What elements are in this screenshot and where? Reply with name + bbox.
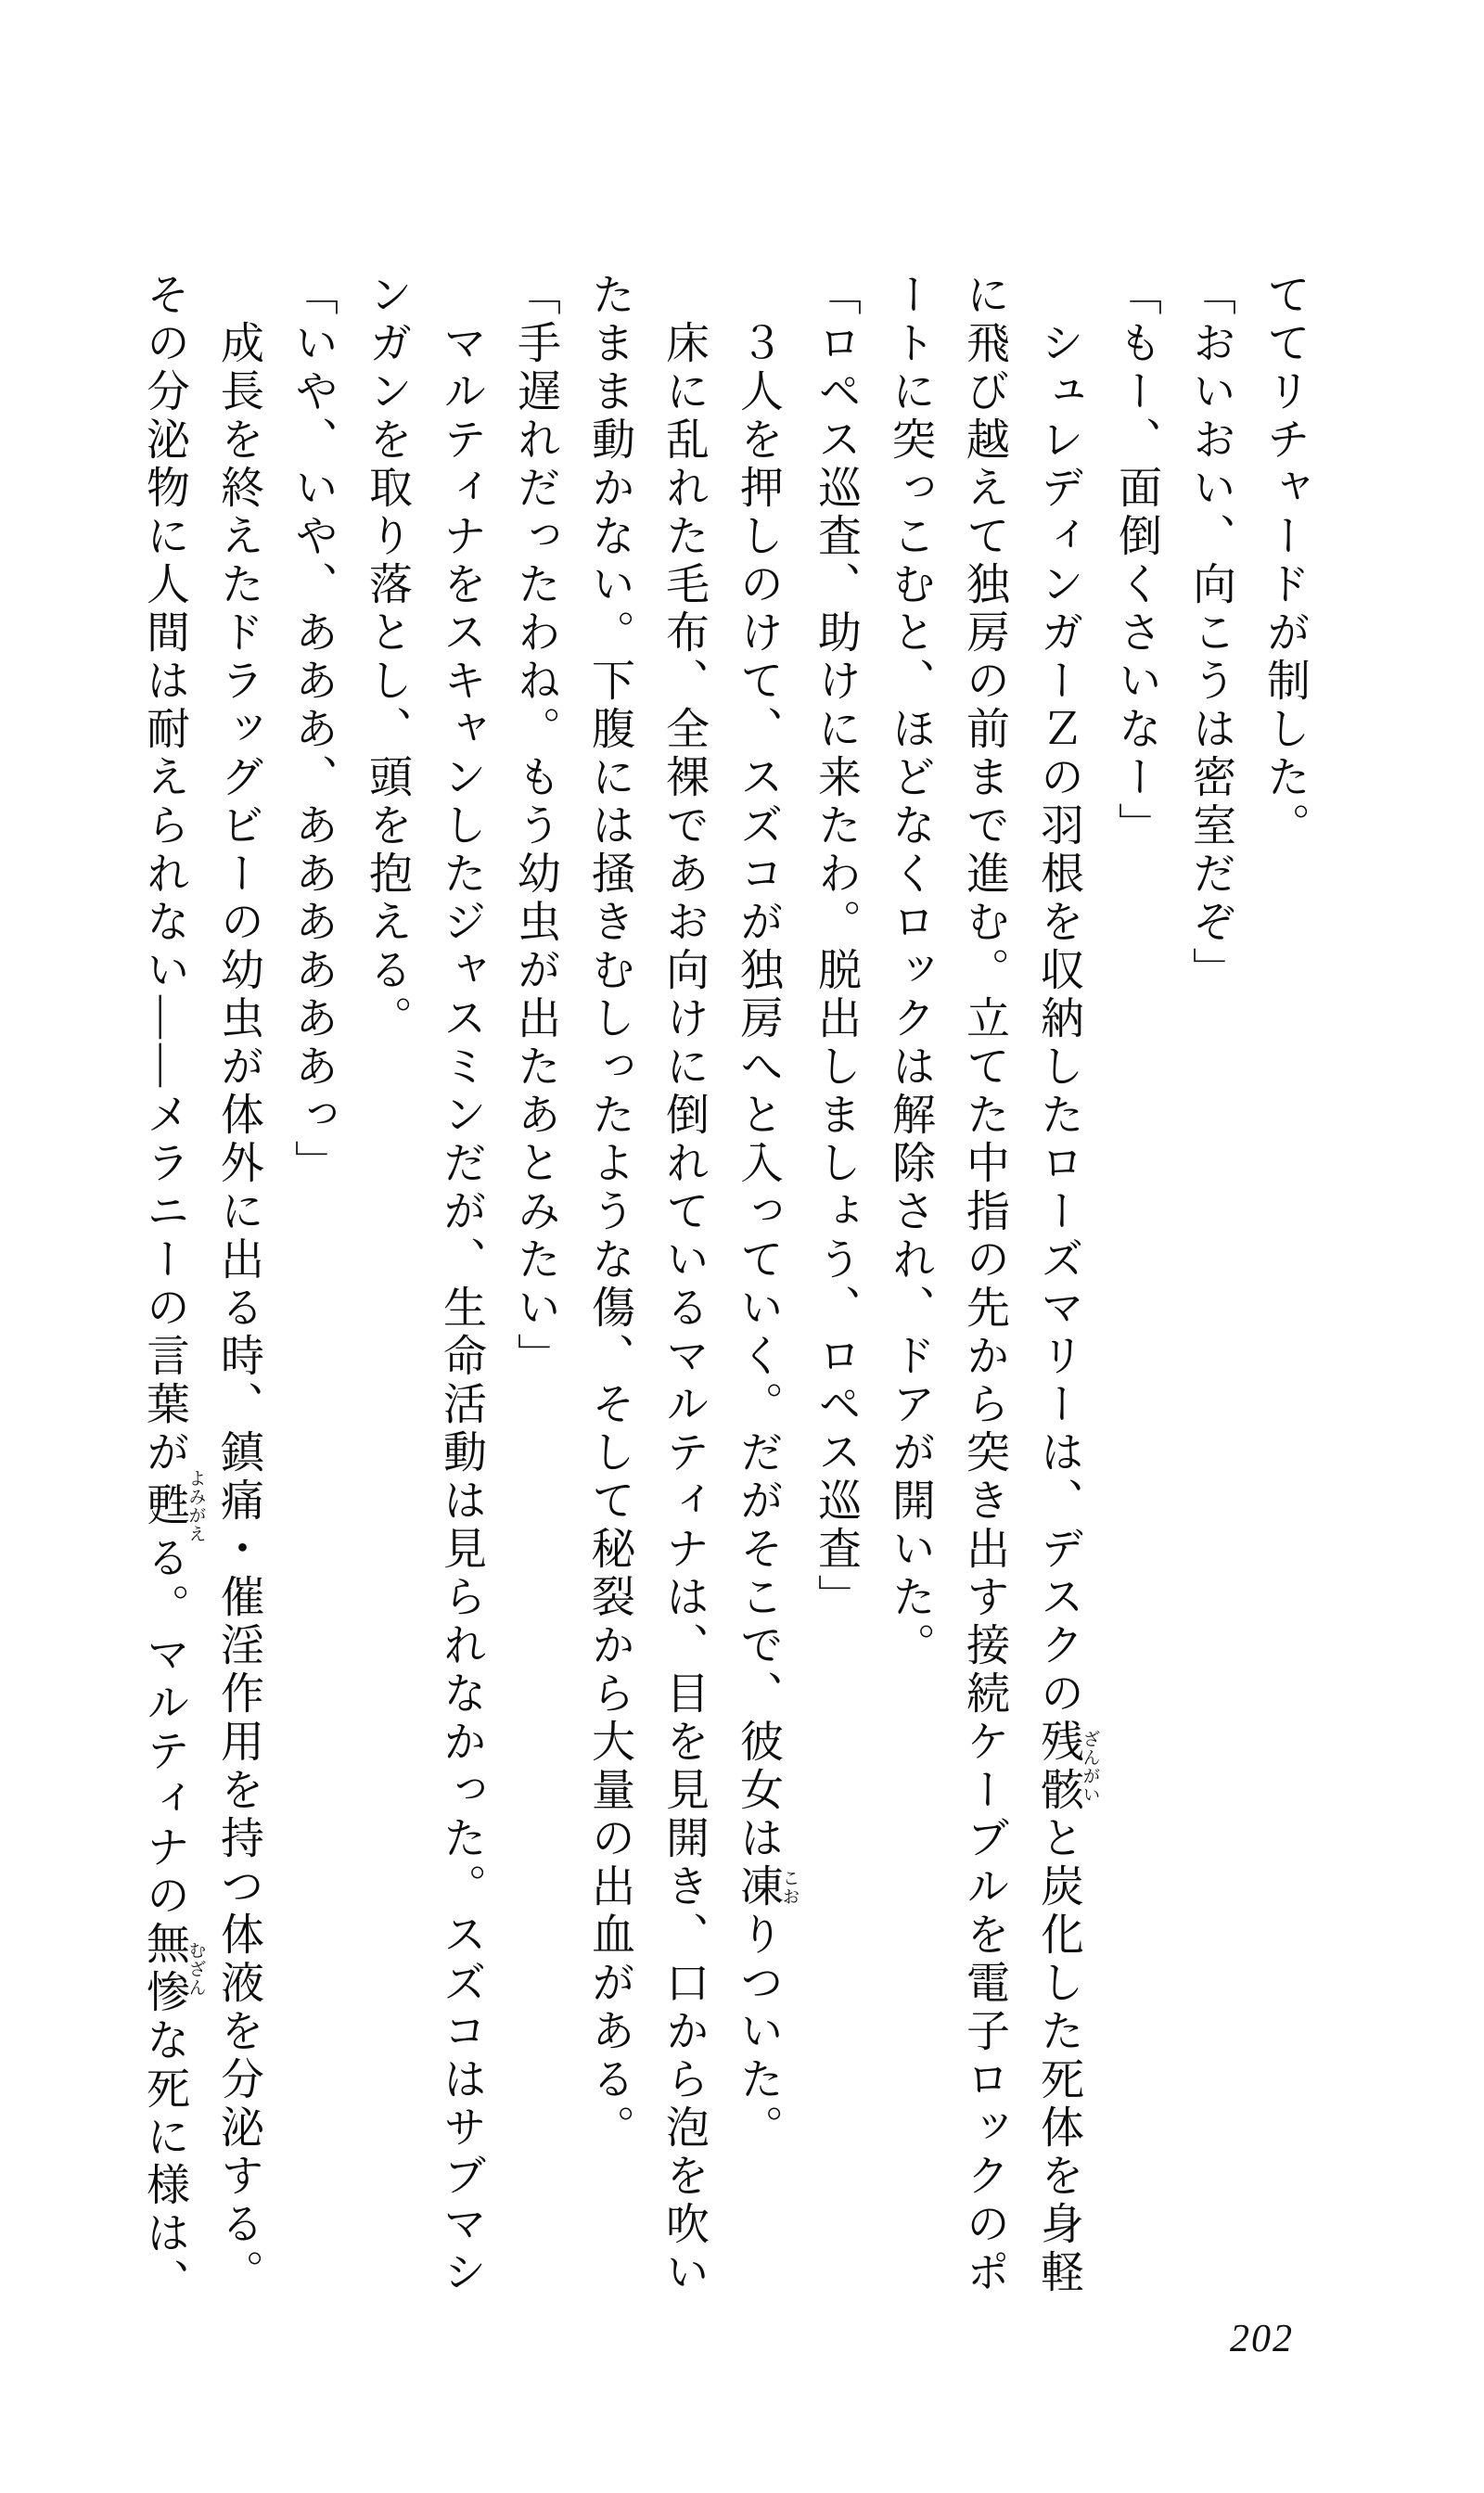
vertical-text-block [127, 272, 1322, 2312]
ruby-annotated-text: 甦よみがえ [140, 1469, 206, 1543]
furigana: よみがえ [186, 1469, 206, 1543]
furigana: むざん [186, 1921, 206, 2017]
paragraph: 「手遅れだったわね。もう幼虫が出たあとみたい」 [511, 272, 559, 1381]
paragraph: 「いや、いや、あああ、ああああああっ」 [288, 272, 337, 1188]
furigana: ざんがい [1080, 1719, 1100, 1815]
paragraph: マルティナをスキャンしたジャスミンだが、生命活動は見られなかった。スズコはサブマシンガンを取り落とし、頭を抱える。 [363, 272, 485, 2297]
ruby-annotated-text: 凍こお [734, 1863, 800, 1911]
page-number: 202 [1230, 2318, 1294, 2360]
paragraph: ３人を押しのけて、スズコが独房へと入っていく。だがそこで、彼女は凍こおりついた。 [734, 320, 800, 2153]
ruby-annotated-text: 残骸ざんがい [1034, 1719, 1100, 1815]
paragraph: 成長を終えたドラッグビーの幼虫が体外に出る時、鎮痛・催淫作用を持つ体液を分泌する。その分泌物に人間は耐えられない——メラニーの言葉が甦よみがえる。マルティナの無惨むざんな死に様は、 [140, 272, 262, 2307]
ruby-annotated-text: 無惨むざん [140, 1921, 206, 2017]
paragraph: ててリチャードが制した。 [1260, 272, 1309, 850]
paragraph: シュレディンガーＺの羽根を収納したローズマリーは、デスクの残骸ざんがいと炭化した死体を身軽に飛び越えて独房の前まで進む。立てた中指の先から突き出す接続ケーブルを電子ロックのポートに突っこむと、ほどなくロックは解除され、ドアが開いた。 [886, 272, 1100, 2297]
paragraph: 「おいおい、向こうは密室だぞ」 [1186, 272, 1235, 995]
furigana: こお [779, 1863, 800, 1911]
paragraph: 「ロペス巡査、助けに来たわ。脱出しましょう、ロペス巡査」 [812, 272, 860, 1622]
paragraph: 床に乱れた毛布、全裸であお向けに倒れているマルティナは、目を見開き、口から泡を吹いたまま動かない。下腹には掻きむしったような傷、そして秘裂から大量の出血がある。 [585, 272, 708, 2297]
paragraph: 「もー、面倒くさいなー」 [1112, 272, 1160, 850]
